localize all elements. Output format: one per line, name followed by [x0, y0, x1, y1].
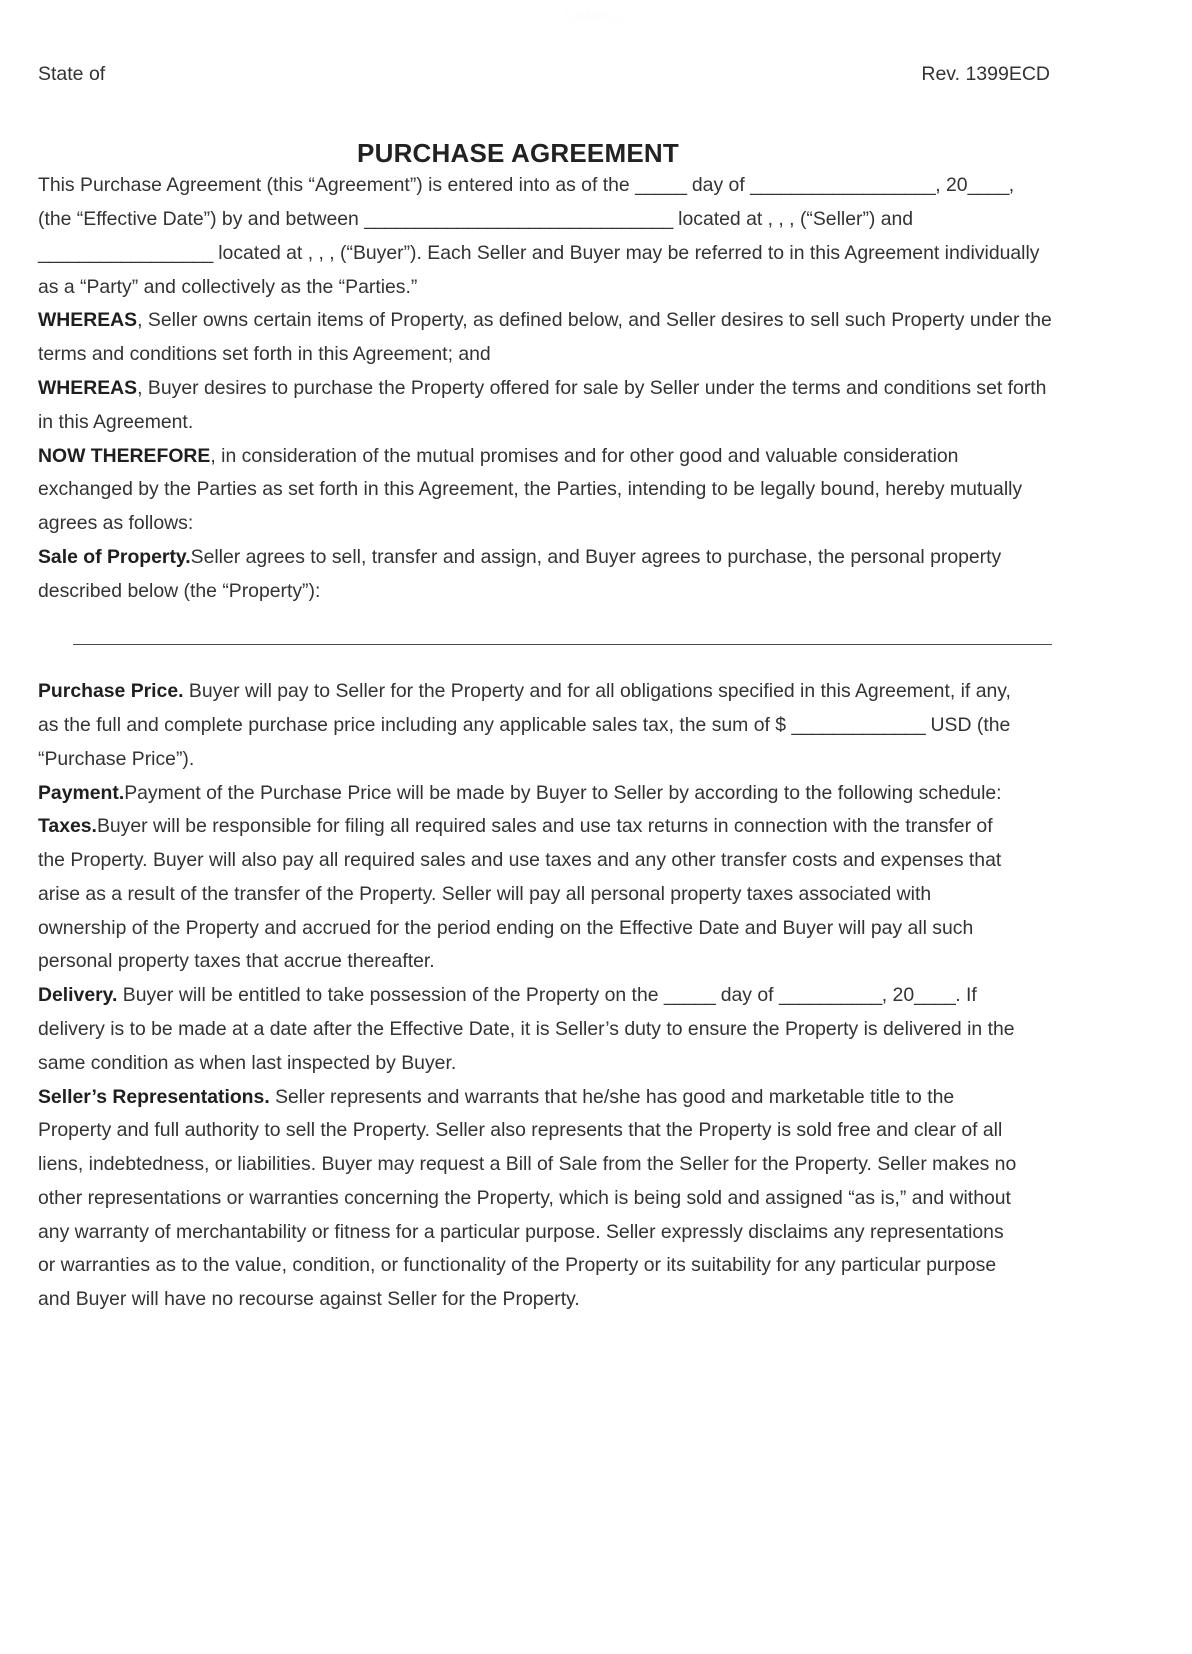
intro-text-part2: day of [686, 174, 751, 197]
clause-text-payment: Payment of the Purchase Price will be made by Buyer to Seller by according to the following schedule: [124, 781, 1002, 804]
intro-buyer-name-blank: _________________ [38, 241, 213, 264]
page-title: PURCHASE AGREEMENT [357, 138, 679, 169]
clause-taxes [38, 810, 1017, 979]
clause-text-taxes: Buyer will be responsible for filing all required sales and use tax returns in connection with the transfer of the Property. Buyer will also pay all required sales and use taxes and any other transfer costs and expenses that arise as a result of the transfer of the Property. Seller will pay all personal property taxes associated with ownership of the Property and accrued for the period ending on the Effective Date and Buyer will pay all such personal property taxes that accrue thereafter. [38, 815, 1002, 973]
clause-text-delivery-after: . If delivery is to be made at a date after the Effective Date, it is Seller’s duty to ensure the Property is delivered in the same condition as when last inspected by Buyer. [38, 984, 1015, 1074]
clause-text-delivery-mid2: , 20 [881, 984, 915, 1007]
recital-text-1: , Seller owns certain items of Property, as defined below, and Seller desires to sell such Property under the terms and conditions set forth in this Agreement; and [38, 309, 1052, 366]
clause-heading-sellers-representations: Seller’s Representations. [38, 1085, 270, 1108]
recital-whereas-buyer [38, 372, 1052, 440]
watermark: SAMPLE [563, 8, 629, 25]
now-therefore-paragraph [38, 440, 1052, 541]
clause-heading-sale-of-property: Sale of Property. [38, 545, 191, 568]
recital-lead-1: WHEREAS [38, 309, 138, 332]
intro-seller-name-blank: ______________________________ [364, 208, 673, 231]
clause-delivery [38, 979, 1017, 1080]
clause-sellers-representations [38, 1081, 1017, 1317]
recital-lead-2: WHEREAS [38, 376, 138, 399]
clause-text-purchase-price-after: USD (the “Purchase Price”). [38, 714, 1011, 770]
intro-text-part3: , 20 [935, 174, 968, 197]
intro-text-part4: , (the “Effective Date”) by and between [38, 174, 1015, 231]
clause-heading-delivery: Delivery. [38, 984, 118, 1007]
clause-text-delivery-before: Buyer will be entitled to take possession of the Property on the [117, 984, 664, 1007]
clause-payment [38, 777, 1017, 811]
clause-text-sale-of-property: Seller agrees to sell, transfer and assign, and Buyer agrees to purchase, the personal property described below (the “Property”): [38, 545, 1002, 602]
now-therefore-text: , in consideration of the mutual promises and for other good and valuable consideration exchanged by the Parties as set forth in this Agreement, the Parties, intending to be legally bound, hereby mutually agrees as follows: [38, 444, 1023, 535]
intro-year-blank: ____ [967, 174, 1009, 197]
intro-month-blank: __________________ [750, 174, 936, 197]
purchase-price-amount-blank: _____________ [791, 714, 926, 737]
delivery-day-blank: _____ [663, 984, 716, 1007]
document-content [38, 0, 1052, 1317]
clause-heading-payment: Payment. [38, 781, 125, 804]
clause-heading-purchase-price: Purchase Price. [38, 680, 184, 703]
property-description-blank-rule [73, 644, 1052, 645]
header-revision-label: Rev. 1399ECD [921, 63, 1050, 85]
intro-text-part1: This Purchase Agreement (this “Agreement”) is entered into as of the [38, 174, 636, 197]
delivery-year-blank: ____ [914, 984, 956, 1007]
recital-whereas-seller [38, 304, 1052, 372]
intro-text-part5: located at , , , (“Seller”) and [672, 208, 914, 231]
now-therefore-lead: NOW THEREFORE [38, 444, 211, 467]
clause-purchase-price [38, 675, 1017, 776]
clause-text-sellers-representations: Seller represents and warrants that he/she has good and marketable title to the Property and full authority to sell the Property. Seller also represents that the Property is sold free and clear of all liens, indebtedness, or liabilities. Buyer may request a Bill of Sale from the Seller for the Property. Seller makes no other representations or warranties concerning the Property, which is being sold and assigned “as is,” and without any warranty of merchantability or fitness for a particular purpose. Seller expressly disclaims any representations or warranties as to the value, condition, or functionality of the Property or its suitability for any particular purpose and Buyer will have no recourse against Seller for the Property. [38, 1085, 1017, 1311]
clause-text-delivery-mid1: day of [715, 984, 779, 1007]
intro-text-part6: located at , , , (“Buyer”). Each Seller and Buyer may be referred to in this Agreement individually as a “Party” and collectively as the “Parties.” [38, 241, 1040, 298]
recital-text-2: , Buyer desires to purchase the Property offered for sale by Seller under the terms and conditions set forth in this Agreement. [38, 376, 1047, 433]
clause-text-purchase-price-before: Buyer will pay to Seller for the Property and for all obligations specified in this Agreement, if any, as the full and complete purchase price including any applicable sales tax, the sum of $ [38, 680, 1011, 737]
delivery-month-blank: __________ [778, 984, 882, 1007]
intro-day-blank: _____ [635, 174, 687, 197]
header-state-label: State of [38, 63, 106, 85]
clause-sale-of-property [38, 541, 1017, 609]
document-header [38, 0, 1052, 86]
clause-heading-taxes: Taxes. [38, 815, 97, 838]
intro-paragraph [38, 169, 1052, 304]
